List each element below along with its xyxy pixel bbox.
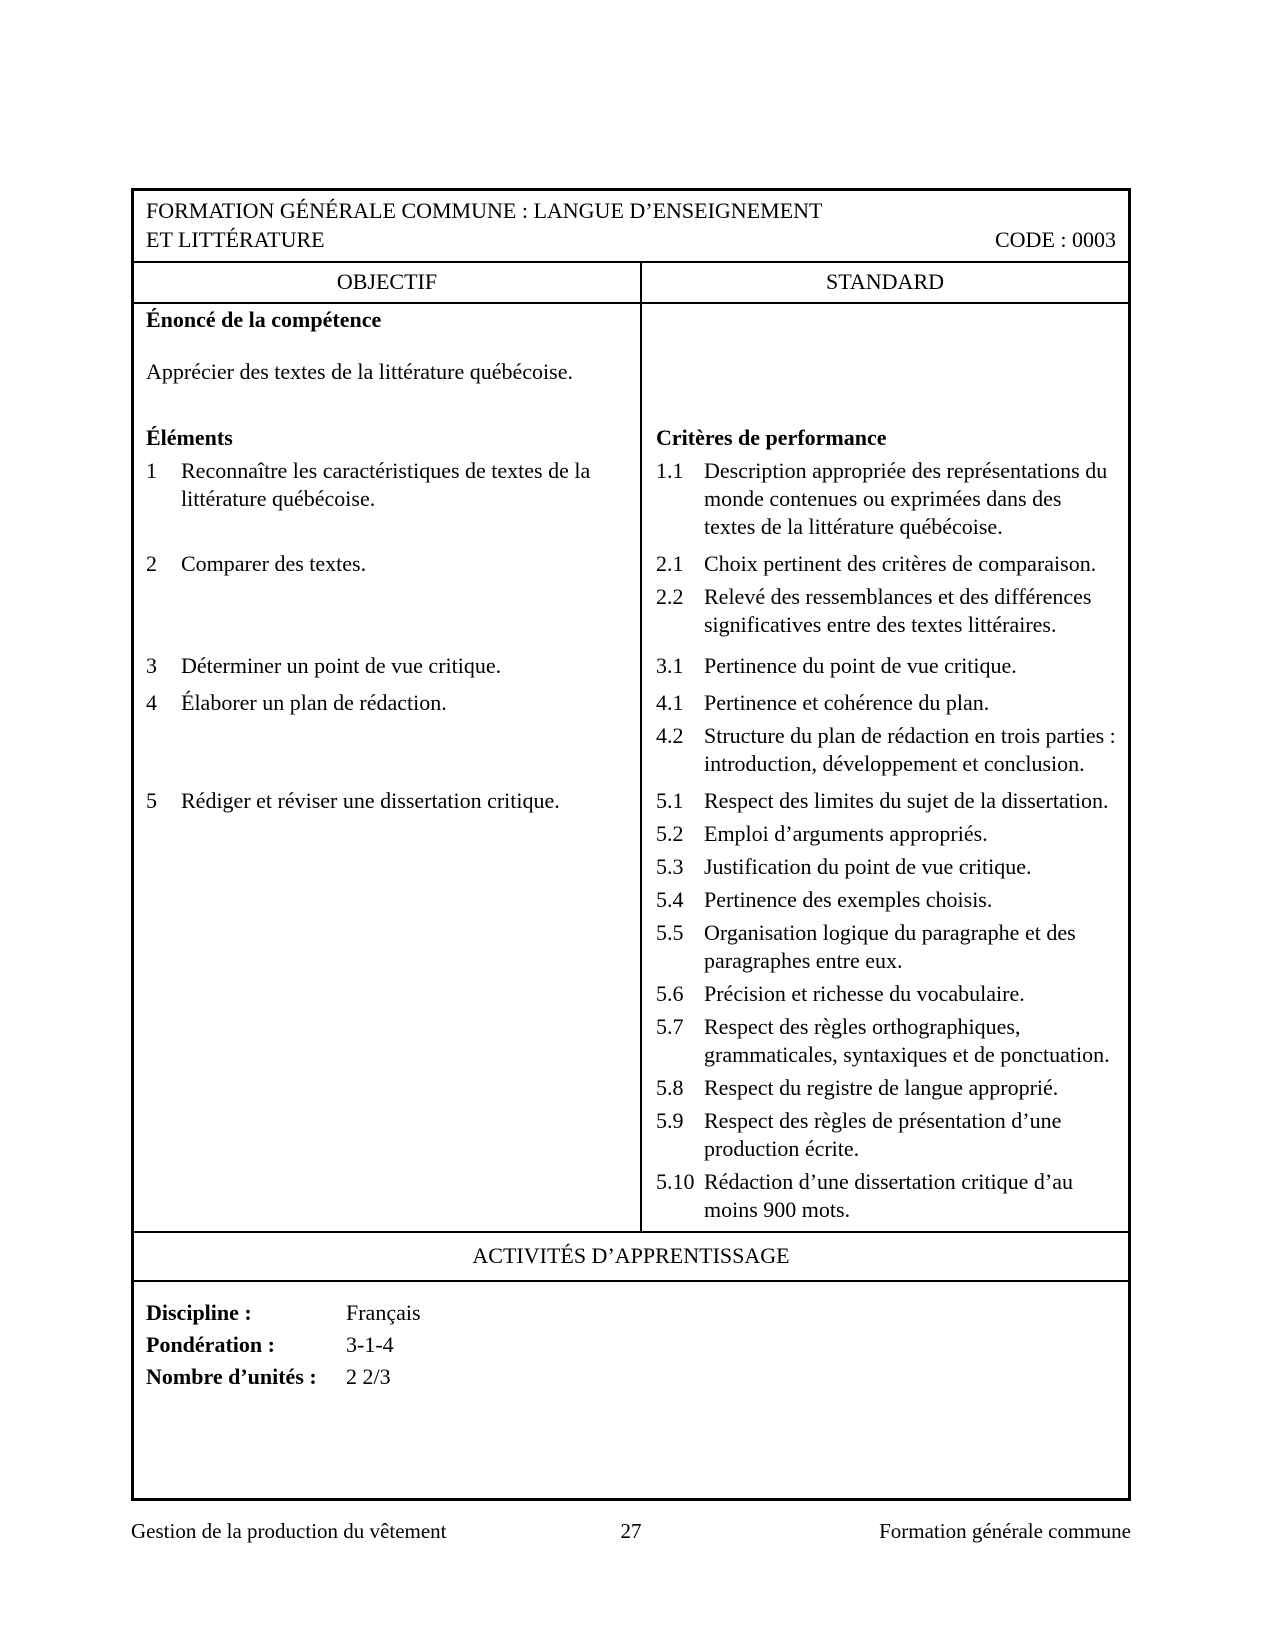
- field-value: 2 2/3: [346, 1364, 391, 1389]
- critere-item: [656, 457, 1118, 541]
- row-enonce: [134, 304, 1128, 422]
- field-label: Discipline :: [146, 1300, 252, 1325]
- element-item: [146, 550, 630, 578]
- criteres-heading: Critères de performance: [640, 422, 1128, 455]
- critere-text: Respect des limites du sujet de la dissertation.: [704, 788, 1109, 813]
- critere-item: [656, 689, 1118, 717]
- field-nombre-unites: [146, 1361, 1116, 1393]
- critere-item: [656, 1107, 1118, 1163]
- page-footer: [131, 1518, 1131, 1544]
- element-number: 5: [146, 788, 157, 813]
- critere-number: 1.1: [656, 458, 684, 483]
- element-item: [146, 457, 630, 513]
- critere-item: [656, 722, 1118, 778]
- critere-number: 2.2: [656, 584, 684, 609]
- row-element-1: [134, 455, 1128, 548]
- table-title-row: [134, 191, 1128, 263]
- critere-item: [656, 583, 1118, 639]
- critere-text: Emploi d’arguments appropriés.: [704, 821, 988, 846]
- critere-item: [656, 919, 1118, 975]
- critere-number: 5.7: [656, 1014, 684, 1039]
- critere-item: [656, 652, 1118, 680]
- row-element-2: [134, 548, 1128, 650]
- element-text: Élaborer un plan de rédaction.: [181, 690, 447, 715]
- critere-item: [656, 820, 1118, 848]
- critere-text: Pertinence du point de vue critique.: [704, 653, 1017, 678]
- critere-text: Justification du point de vue critique.: [704, 854, 1032, 879]
- field-ponderation: [146, 1329, 1116, 1361]
- row-element-3: [134, 650, 1128, 687]
- footer-program-name: Gestion de la production du vêtement: [131, 1519, 447, 1543]
- critere-text: Respect des règles orthographiques, grammaticales, syntaxiques et de ponctuation.: [704, 1014, 1110, 1067]
- element-number: 4: [146, 690, 157, 715]
- critere-item: [656, 1013, 1118, 1069]
- elements-heading: Éléments: [146, 425, 233, 450]
- activites-heading-row: [134, 1231, 1128, 1282]
- critere-number: 4.1: [656, 690, 684, 715]
- critere-number: 2.1: [656, 551, 684, 576]
- field-discipline: [146, 1297, 1116, 1329]
- table-content: [134, 304, 1128, 1231]
- footer-page-number: 27: [620, 1519, 642, 1543]
- critere-number: 5.6: [656, 981, 684, 1006]
- critere-number: 5.4: [656, 887, 684, 912]
- element-number: 2: [146, 551, 157, 576]
- critere-item: [656, 853, 1118, 881]
- critere-item: [656, 980, 1118, 1008]
- critere-item: [656, 787, 1118, 815]
- element-text: Déterminer un point de vue critique.: [181, 653, 502, 678]
- enonce-standard-empty-cell: [640, 304, 1128, 422]
- critere-number: 4.2: [656, 723, 684, 748]
- critere-number: 3.1: [656, 653, 684, 678]
- critere-text: Rédaction d’une dissertation critique d’au moins 900 mots.: [704, 1169, 1073, 1222]
- element-text: Reconnaître les caractéristiques de textes de la littérature québécoise.: [181, 458, 591, 511]
- row-element-4: [134, 687, 1128, 785]
- critere-text: Respect des règles de présentation d’une production écrite.: [704, 1108, 1062, 1161]
- column-header-standard: STANDARD: [640, 263, 1128, 302]
- critere-text: Relevé des ressemblances et des différences significatives entre des textes littéraires.: [704, 584, 1092, 637]
- footer-section-name: Formation générale commune: [879, 1519, 1131, 1543]
- critere-number: 5.5: [656, 920, 684, 945]
- course-code: CODE : 0003: [995, 227, 1116, 252]
- enonce-text: Apprécier des textes de la littérature québécoise.: [146, 359, 573, 384]
- element-number: 3: [146, 653, 157, 678]
- critere-number: 5.2: [656, 821, 684, 846]
- program-table: [131, 188, 1131, 1501]
- element-text: Rédiger et réviser une dissertation critique.: [181, 788, 560, 813]
- page-title-line1: FORMATION GÉNÉRALE COMMUNE : LANGUE D’ENSEIGNEMENT: [146, 198, 823, 223]
- row-element-5: [134, 785, 1128, 1231]
- field-value: 3-1-4: [346, 1332, 394, 1357]
- element-number: 1: [146, 458, 157, 483]
- critere-text: Précision et richesse du vocabulaire.: [704, 981, 1025, 1006]
- critere-number: 5.8: [656, 1075, 684, 1100]
- element-item: [146, 689, 630, 717]
- critere-text: Choix pertinent des critères de comparaison.: [704, 551, 1097, 576]
- critere-text: Respect du registre de langue approprié.: [704, 1075, 1059, 1100]
- activites-heading: ACTIVITÉS D’APPRENTISSAGE: [472, 1243, 790, 1268]
- critere-item: [656, 1168, 1118, 1224]
- critere-text: Pertinence et cohérence du plan.: [704, 690, 990, 715]
- field-label: Nombre d’unités :: [146, 1364, 317, 1389]
- activites-fields: [134, 1282, 1128, 1498]
- critere-number: 5.9: [656, 1108, 684, 1133]
- column-headers-row: [134, 263, 1128, 304]
- critere-item: [656, 550, 1118, 578]
- critere-item: [656, 886, 1118, 914]
- element-item: [146, 652, 630, 680]
- field-value: Français: [346, 1300, 421, 1325]
- page-title-line2: ET LITTÉRATURE: [146, 227, 325, 252]
- row-section-headings: [134, 422, 1128, 455]
- critere-number: 5.1: [656, 788, 684, 813]
- critere-number: 5.10: [656, 1169, 695, 1194]
- critere-number: 5.3: [656, 854, 684, 879]
- critere-text: Description appropriée des représentations du monde contenues ou exprimées dans des textes de la littérature québécoise.: [704, 458, 1108, 539]
- critere-text: Structure du plan de rédaction en trois parties : introduction, développement et conclusion.: [704, 723, 1116, 776]
- critere-text: Pertinence des exemples choisis.: [704, 887, 993, 912]
- critere-item: [656, 1074, 1118, 1102]
- element-item: [146, 787, 630, 815]
- column-header-objectif: OBJECTIF: [336, 269, 438, 294]
- field-label: Pondération :: [146, 1332, 275, 1357]
- critere-text: Organisation logique du paragraphe et des paragraphes entre eux.: [704, 920, 1076, 973]
- element-text: Comparer des textes.: [181, 551, 367, 576]
- enonce-heading: Énoncé de la compétence: [146, 307, 382, 332]
